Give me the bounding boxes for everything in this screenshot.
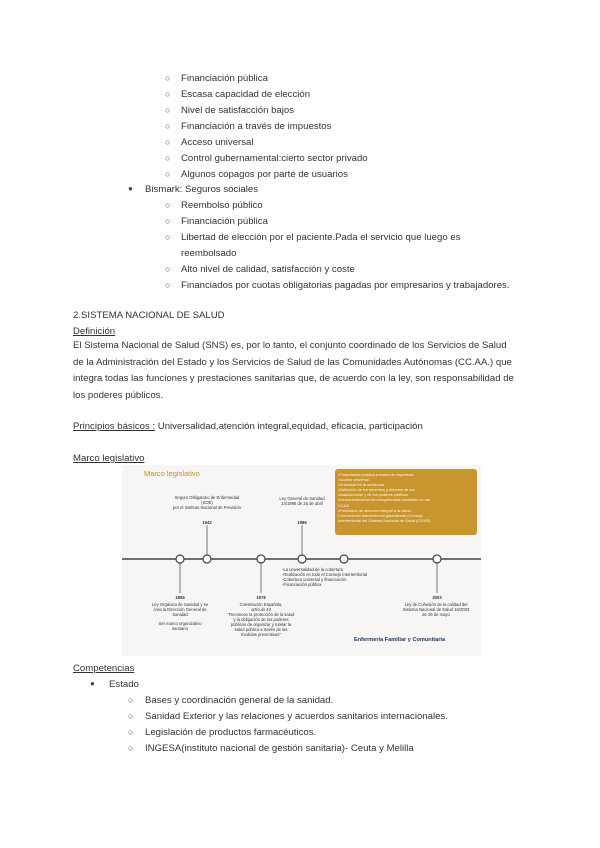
list-item: Legislación de productos farmacéuticos. xyxy=(145,727,317,738)
label-line: 14/1986 de 25 de abril xyxy=(281,501,323,506)
label-line: medidas preventivas" xyxy=(241,632,281,637)
year-1942: 1942 xyxy=(202,520,212,525)
list-item: Bases y coordinación general de la sanidad. xyxy=(145,695,334,706)
label-line: por el Instituto Nacional de Previsión xyxy=(173,505,241,510)
principle-line: •Financiación pública a través de impuestos xyxy=(338,472,414,477)
timeline-node xyxy=(298,555,306,563)
label-line: sanitario xyxy=(172,626,188,631)
label-line: -Financiación pública xyxy=(282,582,322,587)
label-soe xyxy=(167,495,247,510)
list-item: Escasa capacidad de elección xyxy=(181,89,311,100)
circle-bullet-icon: ○ xyxy=(165,232,171,242)
circle-bullet-icon: ○ xyxy=(165,264,171,274)
principle-line: Interterritorial del Sistema Nacional de Salud (CISNS) xyxy=(338,517,431,523)
circle-bullet-icon: ○ xyxy=(165,137,171,147)
principles-text xyxy=(338,472,474,523)
disc-bullet-icon: ● xyxy=(128,184,133,193)
list-item: Libertad de elección por el paciente.Pada el servicio que luego es xyxy=(181,232,461,243)
principle-line: CCAA xyxy=(338,502,349,508)
timeline-figure xyxy=(122,465,481,656)
principios-line xyxy=(73,421,423,433)
label-line: salud pública a través de las xyxy=(234,627,288,632)
label-line: Ley General de Sanidad xyxy=(279,496,325,501)
label-line: Ley de Cohesión de la calidad del xyxy=(404,602,468,607)
circle-bullet-icon: ○ xyxy=(165,105,171,115)
year-1978: 1978 xyxy=(256,595,266,600)
principles-box xyxy=(335,469,477,535)
label-line: Sistema Nacional de Salud 16/2003 xyxy=(402,607,470,612)
label-mid-list xyxy=(282,567,367,587)
label-line: (SOE) xyxy=(201,500,213,505)
label-line: Ser marco organizativo xyxy=(158,621,202,626)
label-line: Seguro Obligatorio de Enfermedad xyxy=(174,495,240,500)
list-item: Sanidad Exterior y las relaciones y acuerdos sanitarios internacionales. xyxy=(145,711,448,722)
label-line: -Cobertura universal y financiación xyxy=(282,577,347,582)
paragraph-line: de la Administración del Estado y los Servicios de Salud de las Comunidades Autónomas (CC.AA.) que xyxy=(73,356,512,368)
year-1986: 1986 xyxy=(297,520,307,525)
list-item-continuation: reembolsado xyxy=(181,248,237,259)
timeline-node xyxy=(433,555,441,563)
list-item: Alto nivel de calidad, satisfacción y coste xyxy=(181,264,355,275)
list-item: Financiación a través de impuestos xyxy=(181,121,332,132)
label-lgs xyxy=(262,496,342,506)
list-item: Reembolso público xyxy=(181,200,263,211)
label-line: -Realización en todo el Consejo Interterritorial xyxy=(282,572,367,577)
timeline-node xyxy=(257,555,265,563)
label-line: de 28 de mayo xyxy=(422,612,450,617)
label-1855 xyxy=(138,602,222,631)
circle-bullet-icon: ○ xyxy=(128,743,134,753)
principle-line: •Descentralización de competencias sanitarias en las xyxy=(338,497,430,503)
label-line: -La universalidad de la cobertura xyxy=(282,567,343,572)
circle-bullet-icon: ○ xyxy=(165,200,171,210)
circle-bullet-icon: ○ xyxy=(165,169,171,179)
disc-bullet-icon: ● xyxy=(90,679,95,688)
circle-bullet-icon: ○ xyxy=(165,216,171,226)
circle-bullet-icon: ○ xyxy=(128,711,134,721)
principle-line: Coordinación interterritorial garantizada (Consejo xyxy=(338,512,423,518)
paragraph-line: El Sistema Nacional de Salud (SNS) es, por lo tanto, el conjunto coordinado de los Servicios de Salud xyxy=(73,340,507,351)
circle-bullet-icon: ○ xyxy=(165,280,171,290)
label-line: crea la Dirección General de xyxy=(153,607,207,612)
list-item: Financiación pública xyxy=(181,216,268,227)
principle-line: •Gratuidad en la asistencia xyxy=(338,482,385,488)
section-title: 2.SISTEMA NACIONAL DE SALUD xyxy=(73,310,225,321)
principios-label: Principios básicos : xyxy=(73,421,156,432)
list-item: Algunos copagos por parte de usuarios xyxy=(181,169,348,180)
list-item: Control gubernamental:cierto sector privado xyxy=(181,153,368,164)
paragraph-line: integra todas las funciones y prestaciones sanitarias que, de acuerdo con la ley, son responsabilidad de xyxy=(73,373,514,384)
label-1978 xyxy=(221,602,301,637)
year-2003: 2003 xyxy=(432,595,442,600)
principle-line: •Definición de los derechos y deberes de los xyxy=(338,487,415,493)
circle-bullet-icon: ○ xyxy=(165,121,171,131)
principle-line: •Prestación de atención integral a la salud xyxy=(338,507,411,513)
circle-bullet-icon: ○ xyxy=(165,153,171,163)
principle-line: •Acceso universal xyxy=(338,477,369,483)
circle-bullet-icon: ○ xyxy=(165,89,171,99)
estado-heading: Estado xyxy=(109,679,139,690)
list-item: Financiados por cuotas obligatorias pagadas por empresarios y trabajadores. xyxy=(181,280,510,291)
definicion-paragraph xyxy=(73,338,533,404)
marco-heading: Marco legislativo xyxy=(73,453,145,464)
label-line: y la obligación de los poderes xyxy=(233,617,289,622)
timeline-title: Marco legislativo xyxy=(144,469,200,478)
competencias-heading: Competencias xyxy=(73,663,135,674)
circle-bullet-icon: ○ xyxy=(165,73,171,83)
principle-line: ciudadanos/as y de los poderes públicos xyxy=(338,492,409,498)
label-line: Constitución Española, xyxy=(239,602,283,607)
brand-label: Enfermería Familiar y Comunitaria xyxy=(354,637,446,643)
timeline-node xyxy=(340,555,348,563)
label-line: "Reconoce la protección de la salud xyxy=(227,612,295,617)
bismark-heading: Bismark: Seguros sociales xyxy=(145,184,259,195)
year-1855: 1855 xyxy=(175,595,185,600)
label-line: públicos de organizar y tutelar la xyxy=(230,622,292,627)
list-item: Financiación pública xyxy=(181,73,268,84)
definicion-heading: Definición xyxy=(73,326,116,337)
list-item: INGESA(instituto nacional de gestión sanitaria)- Ceuta y Melilla xyxy=(145,743,414,754)
label-2003 xyxy=(394,602,478,617)
circle-bullet-icon: ○ xyxy=(128,727,134,737)
label-line: Ley Orgánica de Sanidad y se xyxy=(151,602,209,607)
principios-text: Universalidad,atención integral,equidad, eficacia, participación xyxy=(155,421,423,432)
timeline-node xyxy=(203,555,211,563)
paragraph-line: los poderes públicos. xyxy=(73,389,164,401)
list-item: Acceso universal xyxy=(181,137,254,148)
label-line: Sanidad xyxy=(172,612,188,617)
timeline-node xyxy=(176,555,184,563)
list-item: Nivel de satisfacción bajos xyxy=(181,105,295,116)
circle-bullet-icon: ○ xyxy=(128,695,134,705)
label-line: artículo 43 xyxy=(251,607,271,612)
